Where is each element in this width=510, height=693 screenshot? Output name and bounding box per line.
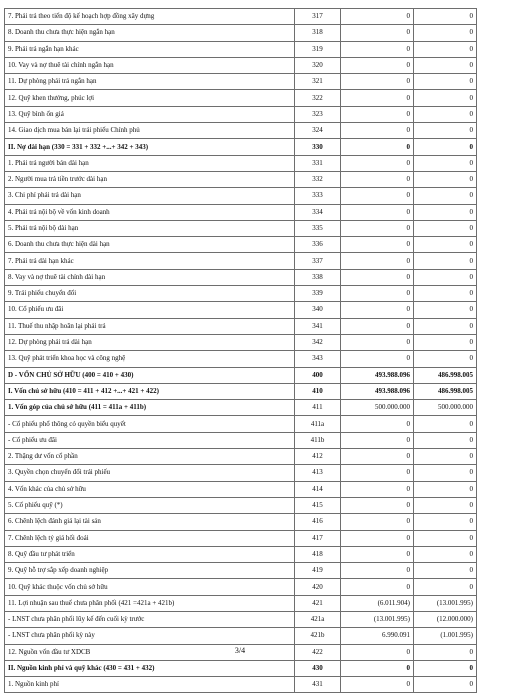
row-code: 318 [295,25,341,41]
row-value-current: 0 [341,139,414,155]
balance-sheet [4,8,476,693]
table-row [5,41,477,57]
row-value-current: 0 [341,514,414,530]
row-value-prior: 0 [414,481,477,497]
row-value-prior: 0 [414,25,477,41]
row-value-current: 0 [341,269,414,285]
table-row [5,595,477,611]
row-value-prior: 486.998.005 [414,367,477,383]
balance-sheet-table [4,8,477,693]
row-label: 5. Cổ phiếu quỹ (*) [5,497,295,513]
row-code: 334 [295,204,341,220]
table-row [5,416,477,432]
row-value-current: 0 [341,432,414,448]
row-label: II. Nợ dài hạn (330 = 331 + 332 +...+ 342 + 343) [5,139,295,155]
table-row [5,367,477,383]
row-label: - LNST chưa phân phối kỳ này [5,628,295,644]
row-label: 9. Quỹ hỗ trợ sắp xếp doanh nghiệp [5,563,295,579]
row-value-prior: 0 [414,449,477,465]
row-label: 1. Nguồn kinh phí [5,677,295,693]
row-value-current: 0 [341,171,414,187]
table-row [5,449,477,465]
row-value-current: 500.000.000 [341,400,414,416]
row-code: 337 [295,253,341,269]
table-row [5,546,477,562]
row-value-prior: 0 [414,579,477,595]
row-value-current: 0 [341,123,414,139]
row-label: 2. Người mua trả tiền trước dài hạn [5,171,295,187]
row-code: 416 [295,514,341,530]
row-label: 7. Chênh lệch tỷ giá hối đoái [5,530,295,546]
row-value-prior: 0 [414,563,477,579]
row-code: 322 [295,90,341,106]
row-value-prior: (12.000.000) [414,611,477,627]
row-value-prior: 0 [414,237,477,253]
table-row [5,677,477,693]
row-label: D - VỐN CHỦ SỞ HỮU (400 = 410 + 430) [5,367,295,383]
row-value-current: 493.988.096 [341,367,414,383]
row-code: 339 [295,286,341,302]
table-row [5,90,477,106]
row-value-prior: 0 [414,171,477,187]
row-value-current: 0 [341,302,414,318]
table-row [5,155,477,171]
table-row [5,400,477,416]
row-value-current: 0 [341,416,414,432]
row-value-prior: 0 [414,465,477,481]
row-value-prior: 0 [414,530,477,546]
row-label: 10. Cổ phiếu ưu đãi [5,302,295,318]
row-label: 9. Phải trả ngắn hạn khác [5,41,295,57]
row-value-prior: 0 [414,334,477,350]
row-value-current: 0 [341,9,414,25]
row-label: 3. Quyền chọn chuyển đổi trái phiếu [5,465,295,481]
row-label: - LNST chưa phân phối lũy kế đến cuối kỳ trước [5,611,295,627]
row-value-prior: 0 [414,188,477,204]
row-code: 321 [295,74,341,90]
row-code: 332 [295,171,341,187]
row-value-current: 0 [341,579,414,595]
table-row [5,171,477,187]
row-value-current: 0 [341,253,414,269]
row-code: 420 [295,579,341,595]
row-label: 10. Vay và nợ thuê tài chính ngắn hạn [5,57,295,73]
table-row [5,530,477,546]
row-label: 3. Chi phí phải trả dài hạn [5,188,295,204]
row-value-current: 0 [341,41,414,57]
table-row [5,286,477,302]
row-code: 400 [295,367,341,383]
row-label: 8. Quỹ đầu tư phát triển [5,546,295,562]
row-code: 333 [295,188,341,204]
row-label: 12. Nguồn vốn đầu tư XDCB [5,644,295,660]
row-value-current: 0 [341,286,414,302]
table-row [5,9,477,25]
row-value-prior: (13.001.995) [414,595,477,611]
row-value-current: 0 [341,90,414,106]
row-label: 4. Phải trả nội bộ về vốn kinh doanh [5,204,295,220]
row-label: 1. Phải trả người bán dài hạn [5,155,295,171]
row-code: 340 [295,302,341,318]
row-value-current: 0 [341,74,414,90]
row-code: 417 [295,530,341,546]
row-value-current: 0 [341,106,414,122]
row-label: II. Nguồn kinh phí và quỹ khác (430 = 431 + 432) [5,660,295,676]
table-row [5,334,477,350]
table-row [5,188,477,204]
row-label: 11. Thuế thu nhập hoãn lại phải trả [5,318,295,334]
row-label: 2. Thặng dư vốn cổ phần [5,449,295,465]
row-value-current: 0 [341,546,414,562]
table-row [5,465,477,481]
table-row [5,579,477,595]
row-code: 342 [295,334,341,350]
row-label: 12. Quỹ khen thưởng, phúc lợi [5,90,295,106]
row-label: - Cổ phiếu phổ thông có quyền biểu quyết [5,416,295,432]
row-value-prior: 0 [414,660,477,676]
row-value-prior: 0 [414,106,477,122]
row-value-prior: 0 [414,302,477,318]
row-value-prior: 0 [414,9,477,25]
row-code: 320 [295,57,341,73]
row-value-current: (6.011.904) [341,595,414,611]
table-row [5,351,477,367]
table-row [5,497,477,513]
row-code: 317 [295,9,341,25]
row-value-current: 0 [341,318,414,334]
row-value-prior: 0 [414,204,477,220]
row-value-prior: 0 [414,90,477,106]
row-label: 12. Dự phòng phải trả dài hạn [5,334,295,350]
row-code: 335 [295,220,341,236]
row-value-prior: 0 [414,74,477,90]
row-label: 7. Phải trả dài hạn khác [5,253,295,269]
row-value-prior: 0 [414,497,477,513]
row-code: 331 [295,155,341,171]
row-code: 330 [295,139,341,155]
row-code: 422 [295,644,341,660]
row-value-prior: 0 [414,220,477,236]
table-row [5,660,477,676]
row-value-current: 0 [341,449,414,465]
row-code: 415 [295,497,341,513]
row-code: 419 [295,563,341,579]
row-code: 411b [295,432,341,448]
row-value-current: 0 [341,677,414,693]
row-value-current: 0 [341,57,414,73]
row-label: 8. Vay và nợ thuê tài chính dài hạn [5,269,295,285]
row-value-current: 493.988.096 [341,383,414,399]
row-value-prior: 0 [414,123,477,139]
row-label: 6. Chênh lệch đánh giá lại tài sản [5,514,295,530]
row-code: 413 [295,465,341,481]
table-row [5,432,477,448]
table-row [5,628,477,644]
row-code: 343 [295,351,341,367]
row-value-current: 6.990.091 [341,628,414,644]
table-row [5,25,477,41]
row-value-current: 0 [341,660,414,676]
row-value-prior: 0 [414,41,477,57]
row-code: 410 [295,383,341,399]
row-value-prior: 0 [414,57,477,73]
row-value-current: 0 [341,334,414,350]
row-value-current: 0 [341,563,414,579]
row-code: 421 [295,595,341,611]
row-value-prior: 0 [414,155,477,171]
row-code: 411a [295,416,341,432]
row-label: - Cổ phiếu ưu đãi [5,432,295,448]
row-value-current: 0 [341,188,414,204]
row-value-prior: 0 [414,286,477,302]
row-code: 336 [295,237,341,253]
table-row [5,318,477,334]
row-value-current: 0 [341,351,414,367]
row-label: 9. Trái phiếu chuyển đổi [5,286,295,302]
row-value-prior: 0 [414,416,477,432]
table-row [5,74,477,90]
row-value-prior: 0 [414,318,477,334]
table-row [5,302,477,318]
row-code: 319 [295,41,341,57]
row-code: 418 [295,546,341,562]
table-row [5,514,477,530]
row-label: 6. Doanh thu chưa thực hiện dài hạn [5,237,295,253]
table-row [5,106,477,122]
table-row [5,220,477,236]
row-label: 13. Quỹ bình ổn giá [5,106,295,122]
row-code: 338 [295,269,341,285]
row-label: 14. Giao dịch mua bán lại trái phiếu Chính phủ [5,123,295,139]
table-row [5,611,477,627]
row-label: 4. Vốn khác của chủ sở hữu [5,481,295,497]
row-value-current: 0 [341,25,414,41]
row-code: 414 [295,481,341,497]
row-label: 10. Quỹ khác thuộc vốn chủ sở hữu [5,579,295,595]
row-value-prior: 0 [414,269,477,285]
row-label: 7. Phải trả theo tiến độ kế hoạch hợp đồng xây dựng [5,9,295,25]
row-value-prior: 0 [414,432,477,448]
row-value-prior: 0 [414,253,477,269]
row-label: 5. Phải trả nội bộ dài hạn [5,220,295,236]
row-label: 1. Vốn góp của chủ sở hữu (411 = 411a + 411b) [5,400,295,416]
row-value-current: 0 [341,465,414,481]
row-code: 341 [295,318,341,334]
row-value-prior: (1.001.995) [414,628,477,644]
row-value-current: 0 [341,155,414,171]
row-value-prior: 0 [414,139,477,155]
row-value-current: (13.001.995) [341,611,414,627]
row-code: 412 [295,449,341,465]
table-row [5,269,477,285]
row-code: 430 [295,660,341,676]
page-number: 3/4 [234,646,246,655]
table-row [5,563,477,579]
row-code: 421b [295,628,341,644]
table-row [5,123,477,139]
table-row [5,383,477,399]
row-value-current: 0 [341,220,414,236]
row-value-current: 0 [341,481,414,497]
row-value-current: 0 [341,204,414,220]
table-row [5,481,477,497]
table-row [5,204,477,220]
row-value-prior: 0 [414,644,477,660]
table-row [5,139,477,155]
row-code: 323 [295,106,341,122]
row-value-prior: 0 [414,514,477,530]
row-label: 11. Lợi nhuận sau thuế chưa phân phối (421 =421a + 421b) [5,595,295,611]
row-label: 8. Doanh thu chưa thực hiện ngắn hạn [5,25,295,41]
row-value-current: 0 [341,530,414,546]
table-row [5,253,477,269]
row-code: 324 [295,123,341,139]
row-value-prior: 0 [414,677,477,693]
row-code: 421a [295,611,341,627]
table-row [5,57,477,73]
row-value-prior: 500.000.000 [414,400,477,416]
row-value-current: 0 [341,237,414,253]
row-value-prior: 486.998.005 [414,383,477,399]
row-value-current: 0 [341,497,414,513]
row-label: I. Vốn chủ sở hữu (410 = 411 + 412 +...+ 421 + 422) [5,383,295,399]
row-value-current: 0 [341,644,414,660]
row-code: 411 [295,400,341,416]
table-body [5,9,477,693]
row-value-prior: 0 [414,351,477,367]
row-label: 11. Dự phòng phải trả ngắn hạn [5,74,295,90]
row-value-prior: 0 [414,546,477,562]
row-label: 13. Quỹ phát triển khoa học và công nghệ [5,351,295,367]
row-code: 431 [295,677,341,693]
table-row [5,237,477,253]
